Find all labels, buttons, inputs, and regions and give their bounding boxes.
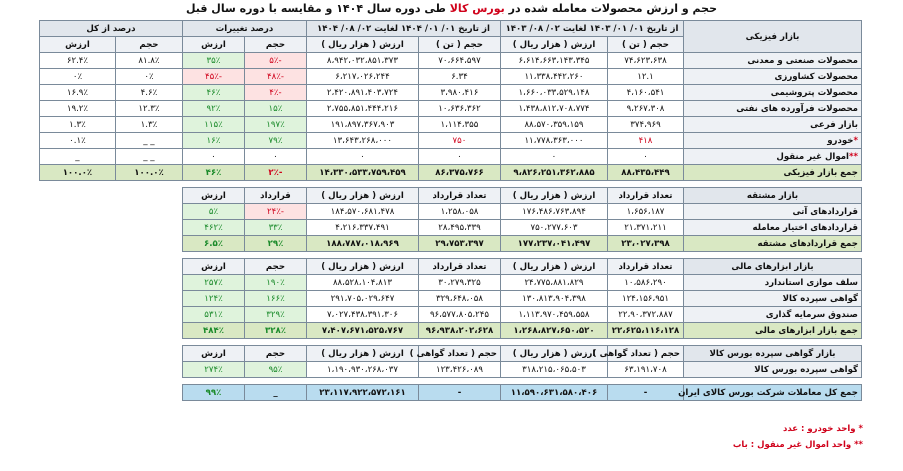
vol-share: ۰٪ bbox=[115, 69, 182, 85]
vol-1404: ۷۰،۶۶۴،۵۹۷ bbox=[418, 53, 500, 69]
table-row bbox=[40, 220, 862, 236]
value-change: ۴۸۴٪ bbox=[183, 323, 245, 339]
vol-1404: ۷۵۰ bbox=[418, 133, 500, 149]
value-share: ۰.۱٪ bbox=[39, 133, 115, 149]
physical-market-header: بازار فیزیکی bbox=[684, 21, 862, 53]
change-val-header: ارزش bbox=[182, 37, 244, 53]
value-change: ۱۱۵٪ bbox=[182, 117, 244, 133]
value-1403: ۱،۶۶۰،۰۳۳،۵۲۹،۱۴۸ bbox=[500, 85, 607, 101]
value-change: ۲۷۴٪ bbox=[183, 362, 245, 378]
value-change: ۳۵٪ bbox=[182, 53, 244, 69]
count-header-2: تعداد قرارداد bbox=[419, 188, 501, 204]
count-1404: ۲۸،۴۹۵،۳۳۹ bbox=[419, 220, 501, 236]
vol-1403: ۰ bbox=[608, 149, 684, 165]
certificate-market-header: بازار گواهی سپرده بورس کالا bbox=[684, 346, 862, 362]
vol-1404: ۱،۱۱۴،۳۵۵ bbox=[418, 117, 500, 133]
value-1404: ۱،۱۹۰،۹۳۰،۲۶۸،۰۳۷ bbox=[307, 362, 419, 378]
empty-cell bbox=[40, 307, 183, 323]
empty-cell bbox=[40, 362, 183, 378]
row-label: جمع قراردادهای مشتقه bbox=[684, 236, 862, 252]
value-change: ۱۶٪ bbox=[182, 133, 244, 149]
value-change: ۰ bbox=[182, 149, 244, 165]
count-1404: ۳۰،۲۷۹،۳۲۵ bbox=[419, 275, 501, 291]
table-row bbox=[39, 101, 861, 117]
row-label-text: جمع بازار فیزیکی bbox=[783, 167, 858, 178]
title-pre: حجم و ارزش محصولات معامله شده در bbox=[508, 2, 718, 15]
value-share: ۱۰۰.۰٪ bbox=[39, 165, 115, 181]
change-vol-header: حجم bbox=[244, 37, 306, 53]
empty-cell bbox=[40, 323, 183, 339]
value-1403: ۳۱۸،۲۱۵،۰۶۵،۵۰۳ bbox=[501, 362, 608, 378]
count-change: ۹۵٪ bbox=[245, 362, 307, 378]
physical-market-table bbox=[39, 20, 862, 181]
vol-1403: ۹،۲۶۷،۳۰۸ bbox=[608, 101, 684, 117]
value-1404: ۲،۷۵۵،۸۵۱،۴۴۴،۲۱۶ bbox=[306, 101, 418, 117]
title-post: طی دوره سال ۱۴۰۴ و مقایسه با دوره سال قبل bbox=[185, 2, 446, 15]
count-1403: ۱۰،۵۸۶،۲۹۰ bbox=[608, 275, 684, 291]
count-header-1: حجم ( تعداد گواهی ) bbox=[608, 346, 684, 362]
grand-val2: ۲۳،۱۱۷،۹۲۲،۵۷۲،۱۶۱ bbox=[307, 385, 419, 401]
row-label-text: خودرو bbox=[827, 135, 854, 146]
certificate-market-table bbox=[39, 345, 862, 378]
count-1403: ۲۱،۳۷۱،۲۱۱ bbox=[608, 220, 684, 236]
value-1403: ۲۴،۷۷۵،۸۸۱،۸۲۹ bbox=[501, 275, 608, 291]
empty-cell bbox=[40, 204, 183, 220]
vol-1404: ۰ bbox=[418, 149, 500, 165]
grand-val1: ۱۱،۵۹۰،۶۳۱،۵۸۰،۴۰۶ bbox=[501, 385, 608, 401]
value-header-1: ارزش ( هزار ریال ) bbox=[500, 37, 607, 53]
vol-change: ۰ bbox=[244, 149, 306, 165]
vol-change-header: حجم bbox=[245, 259, 307, 275]
empty-cell bbox=[40, 188, 183, 204]
vol-change: -۲٪ bbox=[244, 165, 306, 181]
period2-header: از تاریخ ۰۱/ ۰۱/ ۱۴۰۴ لغایت ۰۲/ ۰۸/ ۱۴۰۴ bbox=[306, 21, 500, 37]
value-1404: ۲،۴۲۰،۸۹۱،۴۰۳،۷۲۴ bbox=[306, 85, 418, 101]
report-tables bbox=[40, 20, 862, 401]
value-share: ۶۲.۴٪ bbox=[39, 53, 115, 69]
value-1403: ۶،۶۱۴،۶۶۳،۱۴۳،۳۴۵ bbox=[500, 53, 607, 69]
vol-share: ۱۲.۳٪ bbox=[115, 101, 182, 117]
vol-share: ۱۰۰.۰٪ bbox=[115, 165, 182, 181]
value-1404: ۷،۴۰۷،۶۷۱،۵۲۵،۷۶۷ bbox=[307, 323, 419, 339]
table-row bbox=[39, 117, 861, 133]
value-change-header: ارزش bbox=[183, 259, 245, 275]
table-row bbox=[39, 149, 861, 165]
value-change-header: ارزش bbox=[183, 346, 245, 362]
table-row bbox=[39, 133, 861, 149]
value-share: ۱۶.۹٪ bbox=[39, 85, 115, 101]
page-title bbox=[0, 2, 903, 15]
note-property-unit: ** واحد اموال غیر منقول : باب bbox=[732, 440, 863, 450]
vol-1403: ۳۷۴،۹۶۹ bbox=[608, 117, 684, 133]
financial-total-row bbox=[40, 323, 862, 339]
value-1403: ۱۱،۳۳۸،۴۴۲،۲۶۰ bbox=[500, 69, 607, 85]
row-label-text: محصولات کشاورزی bbox=[774, 71, 858, 82]
row-label-text: اموال غیر منقول bbox=[776, 151, 849, 162]
row-label: گواهی سپرده کالا bbox=[684, 291, 862, 307]
empty-cell bbox=[40, 385, 183, 401]
grand-cval: ۹۹٪ bbox=[183, 385, 245, 401]
vol-1403: ۷۴،۶۲۳،۶۳۸ bbox=[608, 53, 684, 69]
count-1404: ۹۶،۹۳۸،۲۰۲،۶۲۸ bbox=[419, 323, 501, 339]
count-1404: ۲۹،۷۵۳،۳۹۷ bbox=[419, 236, 501, 252]
vol-change: ۱۹۷٪ bbox=[244, 117, 306, 133]
row-label bbox=[684, 165, 862, 181]
value-share: ۱۹.۲٪ bbox=[39, 101, 115, 117]
vol-share: ۱.۳٪ bbox=[115, 117, 182, 133]
physical-total-row bbox=[39, 165, 861, 181]
table-row bbox=[40, 204, 862, 220]
count-1403: ۱۲۴،۱۵۶،۹۵۱ bbox=[608, 291, 684, 307]
vol-share: _ _ bbox=[115, 149, 182, 165]
count-1403: ۲۳،۰۲۷،۳۹۸ bbox=[608, 236, 684, 252]
value-header-2: ارزش ( هزار ریال ) bbox=[307, 346, 419, 362]
contract-change-header: قرارداد bbox=[245, 188, 307, 204]
row-label bbox=[684, 133, 862, 149]
value-1403: ۸۸،۵۷۰،۳۵۹،۱۵۹ bbox=[500, 117, 607, 133]
row-label bbox=[684, 149, 862, 165]
count-change: ۲۹٪ bbox=[245, 236, 307, 252]
value-1403: ۱۳۰،۸۱۳،۹۰۴،۳۹۸ bbox=[501, 291, 608, 307]
row-label: صندوق سرمایه گذاری bbox=[684, 307, 862, 323]
vol-1403: ۸۸،۴۳۵،۴۴۹ bbox=[608, 165, 684, 181]
value-share: ۰٪ bbox=[39, 69, 115, 85]
count-header-2: حجم ( تعداد گواهی ) bbox=[419, 346, 501, 362]
derivative-rows bbox=[40, 204, 862, 252]
row-label bbox=[684, 101, 862, 117]
value-1404: ۱۸۸،۷۸۷،۰۱۸،۹۶۹ bbox=[307, 236, 419, 252]
count-header-1: تعداد قرارداد bbox=[608, 188, 684, 204]
value-1403: ۷۵۰،۲۷۷،۶۰۳ bbox=[501, 220, 608, 236]
count-1403: ۱،۶۵۶،۱۸۷ bbox=[608, 204, 684, 220]
derivative-market-table bbox=[39, 187, 862, 252]
count-1404: ۹۶،۵۷۷،۸۰۵،۲۴۵ bbox=[419, 307, 501, 323]
value-header-2: ارزش ( هزار ریال ) bbox=[307, 259, 419, 275]
value-1403: ۱،۴۳۸،۸۱۲،۷۰۸،۷۷۴ bbox=[500, 101, 607, 117]
vol-1404: ۳،۹۸۰،۴۱۶ bbox=[418, 85, 500, 101]
count-1403: ۲۲،۶۲۵،۱۱۶،۱۲۸ bbox=[608, 323, 684, 339]
value-1403: ۱،۱۱۳،۹۷۰،۴۵۹،۵۵۸ bbox=[501, 307, 608, 323]
title-red: بورس کالا bbox=[449, 2, 505, 15]
row-label bbox=[684, 117, 862, 133]
vol-1404: ۶.۳۴ bbox=[418, 69, 500, 85]
financial-market-header: بازار ابزارهای مالی bbox=[684, 259, 862, 275]
count-change: ۳۳٪ bbox=[245, 220, 307, 236]
empty-cell bbox=[40, 291, 183, 307]
count-1403: ۲۲،۹۰،۳۷۲،۸۸۷ bbox=[608, 307, 684, 323]
empty-cell bbox=[40, 346, 183, 362]
table-row bbox=[40, 291, 862, 307]
financial-rows bbox=[40, 275, 862, 339]
value-change: ۱۲۴٪ bbox=[183, 291, 245, 307]
vol-1403: ۴۱۸ bbox=[608, 133, 684, 149]
share-header: درصد از کل bbox=[39, 21, 182, 37]
physical-rows bbox=[39, 53, 861, 181]
vol-share: ۴.۶٪ bbox=[115, 85, 182, 101]
value-1404: ۱۹۱،۸۹۷،۳۶۷،۹۰۳ bbox=[306, 117, 418, 133]
vol-change: ۱۵٪ bbox=[244, 101, 306, 117]
count-header-1: تعداد قرارداد bbox=[608, 259, 684, 275]
note-car-unit: * واحد خودرو : عدد bbox=[782, 424, 863, 434]
vol-1404: ۸۶،۳۷۵،۷۶۶ bbox=[418, 165, 500, 181]
count-1404: ۱۲۳،۴۲۶،۰۸۹ bbox=[419, 362, 501, 378]
vol-ton-header-2: حجم ( تن ) bbox=[418, 37, 500, 53]
vol-share: ۸۱.۸٪ bbox=[115, 53, 182, 69]
count-1404: ۳۲۹،۶۴۸،۰۵۸ bbox=[419, 291, 501, 307]
value-header-1: ارزش ( هزار ریال ) bbox=[501, 259, 608, 275]
grand-total-table bbox=[40, 384, 863, 401]
row-label: گواهی سپرده بورس کالا bbox=[684, 362, 862, 378]
count-change: ۳۲۸٪ bbox=[245, 323, 307, 339]
vol-1403: ۱۲.۱ bbox=[608, 69, 684, 85]
value-change: -۴۵٪ bbox=[182, 69, 244, 85]
row-label-text: محصولات پتروشیمی bbox=[770, 87, 858, 98]
empty-cell bbox=[40, 236, 183, 252]
value-change: ۴۶٪ bbox=[182, 165, 244, 181]
value-header-2: ارزش ( هزار ریال ) bbox=[307, 188, 419, 204]
row-label-text: محصولات صنعتی و معدنی bbox=[747, 55, 858, 66]
value-header-1: ارزش ( هزار ریال ) bbox=[501, 188, 608, 204]
vol-1403: ۴،۱۶۰،۵۴۱ bbox=[608, 85, 684, 101]
share-vol-header: حجم bbox=[115, 37, 182, 53]
empty-cell bbox=[40, 275, 183, 291]
value-header-1: ارزش ( هزار ریال ) bbox=[501, 346, 608, 362]
count-change: ۱۶۶٪ bbox=[245, 291, 307, 307]
grand-c2: - bbox=[419, 385, 501, 401]
count-1404: ۱،۲۵۸،۰۵۸ bbox=[419, 204, 501, 220]
row-label: قراردادهای اختیار معامله bbox=[684, 220, 862, 236]
row-label-text: بازار فرعی bbox=[810, 119, 858, 130]
value-1404: ۱۳،۶۴۳،۲۶۸،۰۰۰ bbox=[306, 133, 418, 149]
table-row bbox=[40, 307, 862, 323]
row-mark: * bbox=[853, 135, 858, 146]
value-change: ۴۶٪ bbox=[182, 85, 244, 101]
value-change: ۴۶۲٪ bbox=[183, 220, 245, 236]
grand-cc: _ bbox=[245, 385, 307, 401]
value-1404: ۲۹۱،۷۰۵،۰۲۹،۶۴۷ bbox=[307, 291, 419, 307]
grand-c1: - bbox=[608, 385, 684, 401]
value-1403: ۱۷۷،۲۳۷،۰۴۱،۴۹۷ bbox=[501, 236, 608, 252]
count-1403: ۶۳،۱۹۱،۷۰۸ bbox=[608, 362, 684, 378]
value-1404: ۱۸۴،۵۷۰،۶۸۱،۴۷۸ bbox=[307, 204, 419, 220]
vol-share: _ _ bbox=[115, 133, 182, 149]
count-header-2: تعداد قرارداد bbox=[419, 259, 501, 275]
row-mark: ** bbox=[849, 151, 858, 162]
row-label: قراردادهای آتی bbox=[684, 204, 862, 220]
row-label: سلف موازی استاندارد bbox=[684, 275, 862, 291]
value-share: ۱.۳٪ bbox=[39, 117, 115, 133]
value-1404: ۶،۲۱۷،۰۲۶،۲۴۴ bbox=[306, 69, 418, 85]
vol-change: -۵٪ bbox=[244, 53, 306, 69]
count-change: ۳۲۹٪ bbox=[245, 307, 307, 323]
table-row bbox=[39, 85, 861, 101]
vol-change: -۴۸٪ bbox=[244, 69, 306, 85]
vol-change: -۴٪ bbox=[244, 85, 306, 101]
value-1404: ۷،۰۲۷،۴۳۸،۳۹۱،۳۰۶ bbox=[307, 307, 419, 323]
value-1403: ۰ bbox=[500, 149, 607, 165]
empty-cell bbox=[40, 220, 183, 236]
vol-change: ۷۹٪ bbox=[244, 133, 306, 149]
value-change: ۶.۵٪ bbox=[183, 236, 245, 252]
derivative-market-header: بازار مشتقه bbox=[684, 188, 862, 204]
value-header-2: ارزش ( هزار ریال ) bbox=[306, 37, 418, 53]
row-label-text: محصولات فرآورده های نفتی bbox=[736, 103, 858, 114]
table-row bbox=[40, 362, 862, 378]
value-change: ۲۵۷٪ bbox=[183, 275, 245, 291]
derivative-total-row bbox=[40, 236, 862, 252]
table-row bbox=[39, 53, 861, 69]
value-1404: ۰ bbox=[306, 149, 418, 165]
period1-header: از تاریخ ۰۱/ ۰۱/ ۱۴۰۳ لغایت ۰۲/ ۰۸/ ۱۴۰۳ bbox=[500, 21, 683, 37]
value-1404: ۴،۲۱۶،۳۳۷،۴۹۱ bbox=[307, 220, 419, 236]
change-header: درصد تغییرات bbox=[182, 21, 306, 37]
value-1403: ۱۷۶،۴۸۶،۷۶۳،۸۹۴ bbox=[501, 204, 608, 220]
grand-total-row bbox=[40, 385, 862, 401]
value-change: ۹۲٪ bbox=[182, 101, 244, 117]
value-1403: ۱،۲۶۸،۸۲۷،۶۵۰،۵۲۰ bbox=[501, 323, 608, 339]
value-change-header: ارزش bbox=[183, 188, 245, 204]
vol-change-header: حجم bbox=[245, 346, 307, 362]
grand-total-label: جمع کل معاملات شرکت بورس کالای ایران bbox=[684, 385, 862, 401]
row-label bbox=[684, 69, 862, 85]
value-1404: ۸،۹۴۲،۰۳۲،۸۵۱،۳۷۳ bbox=[306, 53, 418, 69]
count-change: -۲۴٪ bbox=[245, 204, 307, 220]
row-label bbox=[684, 85, 862, 101]
row-label: جمع بازار ابزارهای مالی bbox=[684, 323, 862, 339]
value-change: ۵٪ bbox=[183, 204, 245, 220]
value-share: _ bbox=[39, 149, 115, 165]
count-change: ۱۹۰٪ bbox=[245, 275, 307, 291]
table-row bbox=[39, 69, 861, 85]
value-1403: ۹،۸۲۶،۲۵۱،۳۶۲،۸۸۵ bbox=[500, 165, 607, 181]
financial-market-table bbox=[39, 258, 862, 339]
vol-1404: ۱۰،۶۳۶،۳۶۲ bbox=[418, 101, 500, 117]
vol-ton-header-1: حجم ( تن ) bbox=[608, 37, 684, 53]
value-1404: ۱۴،۳۳۰،۵۳۳،۷۵۹،۴۵۹ bbox=[306, 165, 418, 181]
certificate-rows bbox=[40, 362, 862, 378]
value-1404: ۸۸،۵۲۸،۱۰۴،۸۱۳ bbox=[307, 275, 419, 291]
value-change: ۵۳۱٪ bbox=[183, 307, 245, 323]
table-row bbox=[40, 275, 862, 291]
row-label bbox=[684, 53, 862, 69]
share-val-header: ارزش bbox=[39, 37, 115, 53]
empty-cell bbox=[40, 259, 183, 275]
value-1403: ۱۱،۷۷۸،۳۶۳،۰۰۰ bbox=[500, 133, 607, 149]
